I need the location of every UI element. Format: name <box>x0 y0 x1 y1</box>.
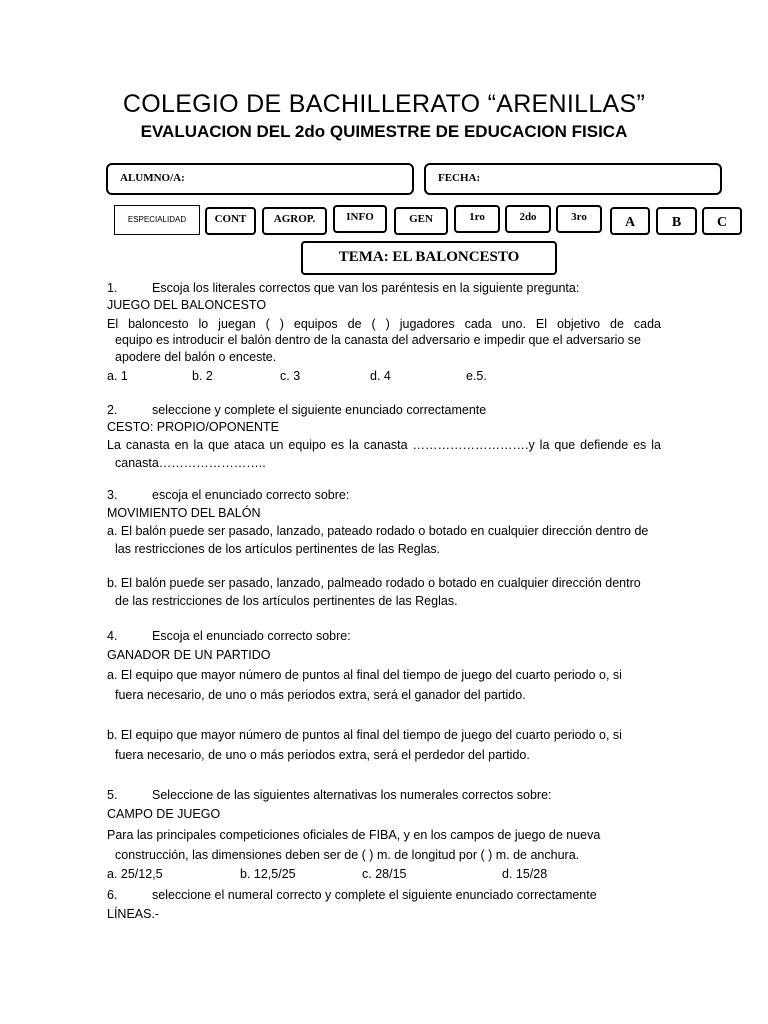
question-5-option-c[interactable]: c. 28/15 <box>362 867 407 881</box>
option-especialidad: ESPECIALIDAD <box>114 205 200 235</box>
question-3-heading: MOVIMIENTO DEL BALÓN <box>107 506 261 520</box>
question-5-option-d[interactable]: d. 15/28 <box>502 867 548 881</box>
option-b[interactable]: B <box>656 207 697 235</box>
question-1-option-d[interactable]: d. 4 <box>370 369 391 383</box>
question-6 <box>107 887 597 904</box>
question-4-option-a-line-2: fuera necesario, de uno o más periodos extra, será el ganador del partido. <box>115 688 526 702</box>
question-1-heading: JUEGO DEL BALONCESTO <box>107 298 267 312</box>
date-field[interactable] <box>424 163 722 195</box>
question-6-heading: LÍNEAS.- <box>107 907 160 921</box>
option-2do[interactable]: 2do <box>505 205 551 233</box>
question-2 <box>107 402 486 419</box>
question-2-number: 2. <box>107 403 118 417</box>
question-4-option-b-line-1[interactable]: b. El equipo que mayor número de puntos al final del tiempo de juego del cuarto periodo o, si <box>107 728 622 742</box>
question-1-option-e[interactable]: e.5. <box>466 369 487 383</box>
question-5-line-1: Para las principales competiciones oficiales de FIBA, y en los campos de juego de nueva <box>107 828 601 842</box>
question-4-option-a-line-1[interactable]: a. El equipo que mayor número de puntos al final del tiempo de juego del cuarto periodo o, si <box>107 668 622 682</box>
question-1-option-a[interactable]: a. 1 <box>107 369 128 383</box>
option-gen[interactable]: GEN <box>394 207 448 235</box>
exam-subtitle: EVALUACION DEL 2do QUIMESTRE DE EDUCACION FISICA <box>140 122 628 141</box>
question-3-text: escoja el enunciado correcto sobre: <box>152 488 350 502</box>
question-3-number: 3. <box>107 488 118 502</box>
question-2-line-1: La canasta en la que ataca un equipo es la canasta ……………………….y la que defiende es la <box>107 438 661 452</box>
question-1-number: 1. <box>107 281 118 295</box>
question-4-text: Escoja el enunciado correcto sobre: <box>152 629 351 643</box>
question-2-heading: CESTO: PROPIO/OPONENTE <box>107 420 280 434</box>
option-a[interactable]: A <box>610 207 650 235</box>
question-3 <box>107 487 349 504</box>
question-1-line-3: apodere del balón o enceste. <box>115 350 277 364</box>
date-label: FECHA: <box>438 172 481 184</box>
school-title: COLEGIO DE BACHILLERATO “ARENILLAS” <box>122 90 646 118</box>
question-1-line-2: equipo es introducir el balón dentro de la canasta del adversario e impedir que el adversario se <box>115 333 642 347</box>
question-5-text: Seleccione de las siguientes alternativas los numerales correctos sobre: <box>152 788 552 802</box>
question-5-option-b[interactable]: b. 12,5/25 <box>240 867 296 881</box>
question-3-option-a-line-1[interactable]: a. El balón puede ser pasado, lanzado, pateado rodado o botado en cualquier dirección dentro de <box>107 524 649 538</box>
question-4-number: 4. <box>107 629 118 643</box>
question-1-text: Escoja los literales correctos que van los paréntesis en la siguiente pregunta: <box>152 281 580 295</box>
question-5-option-a[interactable]: a. 25/12,5 <box>107 867 163 881</box>
option-info[interactable]: INFO <box>333 205 387 233</box>
question-3-option-b-line-2: de las restricciones de los artículos pertinentes de las Reglas. <box>115 594 458 608</box>
question-5-line-2: construcción, las dimensiones deben ser de ( ) m. de longitud por ( ) m. de anchura. <box>115 848 580 862</box>
topic-box: TEMA: EL BALONCESTO <box>301 241 557 275</box>
student-label: ALUMNO/A: <box>120 172 185 184</box>
option-1ro[interactable]: 1ro <box>454 205 500 233</box>
option-3ro[interactable]: 3ro <box>556 205 602 233</box>
question-1-line-1: El baloncesto lo juegan ( ) equipos de ( ) jugadores cada uno. El objetivo de cada <box>107 317 661 331</box>
question-4-option-b-line-2: fuera necesario, de uno o más periodos extra, será el perdedor del partido. <box>115 748 530 762</box>
question-6-number: 6. <box>107 888 118 902</box>
question-1 <box>107 280 579 297</box>
question-5-options <box>107 866 667 883</box>
question-5 <box>107 787 552 804</box>
question-4-heading: GANADOR DE UN PARTIDO <box>107 648 271 662</box>
question-1-options <box>107 368 667 385</box>
option-cont[interactable]: CONT <box>205 207 256 235</box>
question-5-heading: CAMPO DE JUEGO <box>107 807 221 821</box>
question-6-text: seleccione el numeral correcto y complete el siguiente enunciado correctamente <box>152 888 597 902</box>
question-5-number: 5. <box>107 788 118 802</box>
question-1-option-b[interactable]: b. 2 <box>192 369 213 383</box>
question-4 <box>107 628 351 645</box>
student-name-field[interactable] <box>106 163 414 195</box>
question-3-option-a-line-2: las restricciones de los artículos pertinentes de las Reglas. <box>115 542 441 556</box>
question-1-option-c[interactable]: c. 3 <box>280 369 301 383</box>
question-2-text: seleccione y complete el siguiente enunciado correctamente <box>152 403 487 417</box>
question-2-line-2: canasta…………………….. <box>115 456 266 470</box>
option-c[interactable]: C <box>702 207 742 235</box>
option-agrop[interactable]: AGROP. <box>262 207 327 235</box>
question-3-option-b-line-1[interactable]: b. El balón puede ser pasado, lanzado, palmeado rodado o botado en cualquier dirección dentro <box>107 576 641 590</box>
